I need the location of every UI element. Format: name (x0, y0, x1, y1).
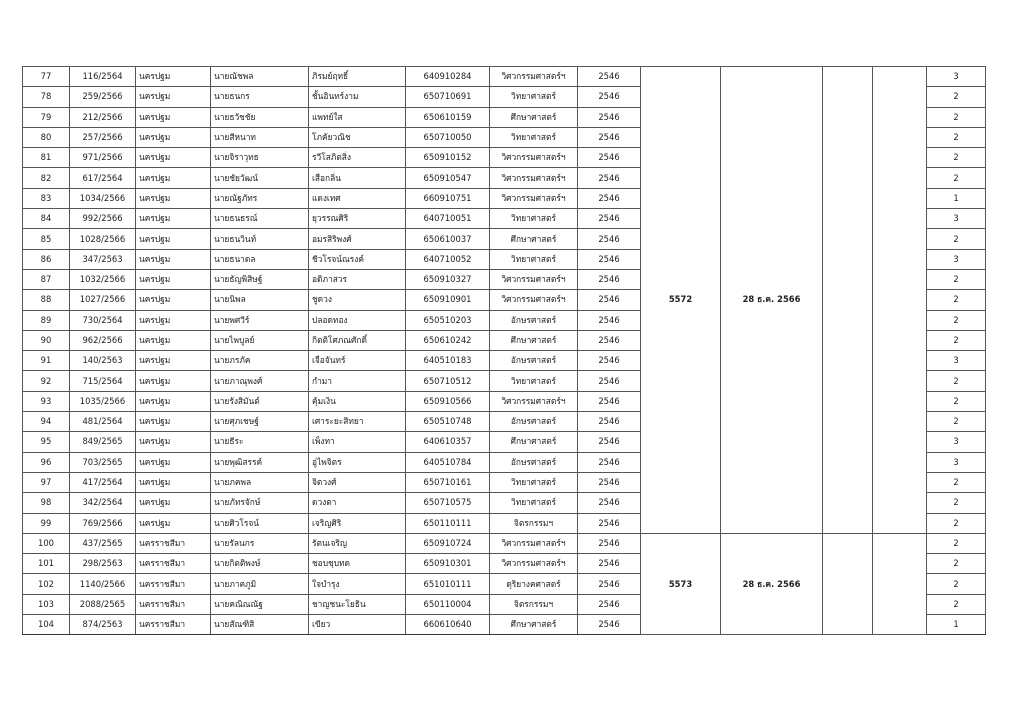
faculty-cell: วิศวกรรมศาสตร์ฯ (490, 188, 578, 208)
row-number-cell: 102 (23, 574, 70, 594)
student-id-cell: 650710575 (406, 493, 490, 513)
birth-year-cell: 2546 (578, 594, 641, 614)
group-date-cell: 28 ธ.ค. 2566 (721, 67, 823, 534)
birth-year-cell: 2546 (578, 330, 641, 350)
first-name-cell: นายสัณฑิสิ (211, 615, 309, 635)
last-name-cell: แพทย์ใส (309, 107, 406, 127)
record-id-cell: 1034/2566 (70, 188, 136, 208)
count-cell: 3 (927, 432, 986, 452)
province-cell: นครปฐม (136, 127, 211, 147)
student-id-cell: 660610640 (406, 615, 490, 635)
faculty-cell: วิศวกรรมศาสตร์ฯ (490, 554, 578, 574)
last-name-cell: ดวงตา (309, 493, 406, 513)
province-cell: นครปฐม (136, 452, 211, 472)
first-name-cell: นายณัชพล (211, 67, 309, 87)
last-name-cell: เศาระยะสิทยา (309, 412, 406, 432)
province-cell: นครปฐม (136, 310, 211, 330)
count-cell: 3 (927, 209, 986, 229)
row-number-cell: 93 (23, 391, 70, 411)
row-number-cell: 77 (23, 67, 70, 87)
student-id-cell: 650610159 (406, 107, 490, 127)
student-id-cell: 650910566 (406, 391, 490, 411)
row-number-cell: 83 (23, 188, 70, 208)
province-cell: นครปฐม (136, 148, 211, 168)
record-id-cell: 962/2566 (70, 330, 136, 350)
row-number-cell: 86 (23, 249, 70, 269)
province-cell: นครราชสีมา (136, 533, 211, 553)
birth-year-cell: 2546 (578, 452, 641, 472)
last-name-cell: รัตนเจริญ (309, 533, 406, 553)
student-id-cell: 650110004 (406, 594, 490, 614)
count-cell: 2 (927, 269, 986, 289)
group-date-cell: 28 ธ.ค. 2566 (721, 533, 823, 634)
faculty-cell: อักษรศาสตร์ (490, 412, 578, 432)
last-name-cell: ชูดวง (309, 290, 406, 310)
faculty-cell: วิทยาศาสตร์ (490, 209, 578, 229)
row-number-cell: 91 (23, 351, 70, 371)
faculty-cell: วิทยาศาสตร์ (490, 472, 578, 492)
row-number-cell: 78 (23, 87, 70, 107)
faculty-cell: วิทยาศาสตร์ (490, 87, 578, 107)
first-name-cell: นายธนกร (211, 87, 309, 107)
last-name-cell: ชั้นอินทร์งาม (309, 87, 406, 107)
first-name-cell: นายธนวินท์ (211, 229, 309, 249)
last-name-cell: คุ้มเงิน (309, 391, 406, 411)
birth-year-cell: 2546 (578, 554, 641, 574)
first-name-cell: นายคณิณณัฐ (211, 594, 309, 614)
province-cell: นครปฐม (136, 391, 211, 411)
record-id-cell: 437/2565 (70, 533, 136, 553)
student-id-cell: 650610242 (406, 330, 490, 350)
birth-year-cell: 2546 (578, 533, 641, 553)
birth-year-cell: 2546 (578, 168, 641, 188)
first-name-cell: นายรัลนกร (211, 533, 309, 553)
last-name-cell: โภคัยวณิช (309, 127, 406, 147)
faculty-cell: ศึกษาศาสตร์ (490, 432, 578, 452)
count-cell: 3 (927, 452, 986, 472)
count-cell: 2 (927, 472, 986, 492)
birth-year-cell: 2546 (578, 493, 641, 513)
record-id-cell: 1027/2566 (70, 290, 136, 310)
faculty-cell: จิตรกรรมฯ (490, 513, 578, 533)
faculty-cell: อักษรศาสตร์ (490, 452, 578, 472)
student-id-cell: 640610357 (406, 432, 490, 452)
record-id-cell: 617/2564 (70, 168, 136, 188)
count-cell: 3 (927, 351, 986, 371)
last-name-cell: เสือกลิ่น (309, 168, 406, 188)
student-id-cell: 651010111 (406, 574, 490, 594)
last-name-cell: ชอบชุบทด (309, 554, 406, 574)
record-id-cell: 1028/2566 (70, 229, 136, 249)
first-name-cell: นายณัฐภัทร (211, 188, 309, 208)
last-name-cell: แดงเทศ (309, 188, 406, 208)
last-name-cell: อดิภาสวร (309, 269, 406, 289)
first-name-cell: นายพศวีร์ (211, 310, 309, 330)
faculty-cell: วิทยาศาสตร์ (490, 371, 578, 391)
table-row (23, 67, 986, 87)
birth-year-cell: 2546 (578, 67, 641, 87)
birth-year-cell: 2546 (578, 290, 641, 310)
last-name-cell: กำมา (309, 371, 406, 391)
first-name-cell: นายพุฒิสรรค์ (211, 452, 309, 472)
last-name-cell: ชีวโรจน์ณรงค์ (309, 249, 406, 269)
record-id-cell: 2088/2565 (70, 594, 136, 614)
last-name-cell: เขียว (309, 615, 406, 635)
student-id-cell: 650910301 (406, 554, 490, 574)
group-code-cell: 5573 (641, 533, 721, 634)
row-number-cell: 97 (23, 472, 70, 492)
count-cell: 2 (927, 391, 986, 411)
faculty-cell: จิตรกรรมฯ (490, 594, 578, 614)
province-cell: นครปฐม (136, 209, 211, 229)
faculty-cell: วิทยาศาสตร์ (490, 493, 578, 513)
count-cell: 2 (927, 594, 986, 614)
record-id-cell: 212/2566 (70, 107, 136, 127)
count-cell: 2 (927, 513, 986, 533)
row-number-cell: 80 (23, 127, 70, 147)
faculty-cell: วิศวกรรมศาสตร์ฯ (490, 67, 578, 87)
province-cell: นครราชสีมา (136, 615, 211, 635)
record-id-cell: 116/2564 (70, 67, 136, 87)
row-number-cell: 103 (23, 594, 70, 614)
birth-year-cell: 2546 (578, 148, 641, 168)
student-id-cell: 650610037 (406, 229, 490, 249)
province-cell: นครราชสีมา (136, 554, 211, 574)
student-id-cell: 660910751 (406, 188, 490, 208)
faculty-cell: วิทยาศาสตร์ (490, 127, 578, 147)
record-id-cell: 703/2565 (70, 452, 136, 472)
student-id-cell: 650710691 (406, 87, 490, 107)
first-name-cell: นายธวัชชัย (211, 107, 309, 127)
record-id-cell: 259/2566 (70, 87, 136, 107)
province-cell: นครปฐม (136, 229, 211, 249)
record-id-cell: 715/2564 (70, 371, 136, 391)
count-cell: 2 (927, 229, 986, 249)
birth-year-cell: 2546 (578, 371, 641, 391)
student-id-cell: 650710050 (406, 127, 490, 147)
row-number-cell: 87 (23, 269, 70, 289)
last-name-cell: จิตวงศ์ (309, 472, 406, 492)
count-cell: 2 (927, 574, 986, 594)
first-name-cell: นายภคพล (211, 472, 309, 492)
row-number-cell: 95 (23, 432, 70, 452)
faculty-cell: ดุริยางคศาสตร์ (490, 574, 578, 594)
student-id-cell: 640710052 (406, 249, 490, 269)
count-cell: 2 (927, 127, 986, 147)
record-id-cell: 257/2566 (70, 127, 136, 147)
first-name-cell: นายรังสิมันต์ (211, 391, 309, 411)
record-id-cell: 1140/2566 (70, 574, 136, 594)
record-id-cell: 971/2566 (70, 148, 136, 168)
count-cell: 2 (927, 330, 986, 350)
last-name-cell: กิตติโศภณศักดิ์ (309, 330, 406, 350)
student-id-cell: 650510748 (406, 412, 490, 432)
birth-year-cell: 2546 (578, 87, 641, 107)
student-id-cell: 650910547 (406, 168, 490, 188)
faculty-cell: ศึกษาศาสตร์ (490, 107, 578, 127)
faculty-cell: วิศวกรรมศาสตร์ฯ (490, 148, 578, 168)
birth-year-cell: 2546 (578, 432, 641, 452)
province-cell: นครปฐม (136, 168, 211, 188)
province-cell: นครปฐม (136, 351, 211, 371)
last-name-cell: ยุวรรณศิริ (309, 209, 406, 229)
faculty-cell: อักษรศาสตร์ (490, 310, 578, 330)
first-name-cell: นายภาคภูมิ (211, 574, 309, 594)
count-cell: 2 (927, 493, 986, 513)
count-cell: 2 (927, 371, 986, 391)
last-name-cell: อมรสิริพงศ์ (309, 229, 406, 249)
province-cell: นครปฐม (136, 67, 211, 87)
last-name-cell: ชาญชนะโยธิน (309, 594, 406, 614)
faculty-cell: วิศวกรรมศาสตร์ฯ (490, 290, 578, 310)
count-cell: 2 (927, 168, 986, 188)
birth-year-cell: 2546 (578, 513, 641, 533)
student-id-cell: 650510203 (406, 310, 490, 330)
faculty-cell: ศึกษาศาสตร์ (490, 330, 578, 350)
record-id-cell: 481/2564 (70, 412, 136, 432)
last-name-cell: รวีโสภิตสิ่ง (309, 148, 406, 168)
group-code-cell: 5572 (641, 67, 721, 534)
first-name-cell: นายกิตติพงษ์ (211, 554, 309, 574)
province-cell: นครราชสีมา (136, 574, 211, 594)
birth-year-cell: 2546 (578, 574, 641, 594)
faculty-cell: วิศวกรรมศาสตร์ฯ (490, 391, 578, 411)
first-name-cell: นายภัทรจักษ์ (211, 493, 309, 513)
student-id-cell: 650710512 (406, 371, 490, 391)
province-cell: นครปฐม (136, 290, 211, 310)
row-number-cell: 100 (23, 533, 70, 553)
row-number-cell: 99 (23, 513, 70, 533)
row-number-cell: 81 (23, 148, 70, 168)
record-id-cell: 769/2566 (70, 513, 136, 533)
province-cell: นครปฐม (136, 432, 211, 452)
count-cell: 2 (927, 290, 986, 310)
faculty-cell: วิศวกรรมศาสตร์ฯ (490, 168, 578, 188)
count-cell: 2 (927, 412, 986, 432)
faculty-cell: ศึกษาศาสตร์ (490, 615, 578, 635)
province-cell: นครปฐม (136, 330, 211, 350)
record-table (22, 66, 986, 635)
record-id-cell: 347/2563 (70, 249, 136, 269)
count-cell: 1 (927, 615, 986, 635)
count-cell: 2 (927, 533, 986, 553)
birth-year-cell: 2546 (578, 310, 641, 330)
birth-year-cell: 2546 (578, 472, 641, 492)
first-name-cell: นายธนธรณ์ (211, 209, 309, 229)
last-name-cell: เพ็งทา (309, 432, 406, 452)
record-id-cell: 417/2564 (70, 472, 136, 492)
count-cell: 2 (927, 554, 986, 574)
first-name-cell: นายศุภเชษฐ์ (211, 412, 309, 432)
count-cell: 1 (927, 188, 986, 208)
empty-cell-a (823, 67, 873, 534)
count-cell: 2 (927, 148, 986, 168)
last-name-cell: ปลอดทอง (309, 310, 406, 330)
first-name-cell: นายสีหนาท (211, 127, 309, 147)
row-number-cell: 94 (23, 412, 70, 432)
first-name-cell: นายจิราวุทธ (211, 148, 309, 168)
record-id-cell: 1032/2566 (70, 269, 136, 289)
last-name-cell: อู่ไพจิตร (309, 452, 406, 472)
first-name-cell: นายธนาดล (211, 249, 309, 269)
row-number-cell: 92 (23, 371, 70, 391)
row-number-cell: 96 (23, 452, 70, 472)
row-number-cell: 90 (23, 330, 70, 350)
row-number-cell: 79 (23, 107, 70, 127)
record-id-cell: 342/2564 (70, 493, 136, 513)
faculty-cell: วิศวกรรมศาสตร์ฯ (490, 533, 578, 553)
province-cell: นครราชสีมา (136, 594, 211, 614)
count-cell: 2 (927, 107, 986, 127)
row-number-cell: 84 (23, 209, 70, 229)
student-id-cell: 650910724 (406, 533, 490, 553)
province-cell: นครปฐม (136, 87, 211, 107)
empty-cell-a (823, 533, 873, 634)
row-number-cell: 82 (23, 168, 70, 188)
province-cell: นครปฐม (136, 107, 211, 127)
count-cell: 2 (927, 87, 986, 107)
student-id-cell: 640910284 (406, 67, 490, 87)
birth-year-cell: 2546 (578, 391, 641, 411)
student-id-cell: 640710051 (406, 209, 490, 229)
first-name-cell: นายนิพล (211, 290, 309, 310)
province-cell: นครปฐม (136, 249, 211, 269)
student-id-cell: 640510784 (406, 452, 490, 472)
first-name-cell: นายธีระ (211, 432, 309, 452)
empty-cell-b (873, 533, 927, 634)
province-cell: นครปฐม (136, 472, 211, 492)
province-cell: นครปฐม (136, 188, 211, 208)
faculty-cell: วิทยาศาสตร์ (490, 249, 578, 269)
faculty-cell: ศึกษาศาสตร์ (490, 229, 578, 249)
birth-year-cell: 2546 (578, 615, 641, 635)
row-number-cell: 89 (23, 310, 70, 330)
birth-year-cell: 2546 (578, 229, 641, 249)
row-number-cell: 104 (23, 615, 70, 635)
birth-year-cell: 2546 (578, 269, 641, 289)
row-number-cell: 101 (23, 554, 70, 574)
record-id-cell: 140/2563 (70, 351, 136, 371)
count-cell: 3 (927, 249, 986, 269)
record-id-cell: 1035/2566 (70, 391, 136, 411)
first-name-cell: นายธัญพิสิษฐ์ (211, 269, 309, 289)
birth-year-cell: 2546 (578, 209, 641, 229)
empty-cell-b (873, 67, 927, 534)
province-cell: นครปฐม (136, 513, 211, 533)
table-body (23, 67, 986, 635)
record-id-cell: 298/2563 (70, 554, 136, 574)
record-id-cell: 849/2565 (70, 432, 136, 452)
faculty-cell: อักษรศาสตร์ (490, 351, 578, 371)
student-id-cell: 650110111 (406, 513, 490, 533)
student-id-cell: 650710161 (406, 472, 490, 492)
row-number-cell: 85 (23, 229, 70, 249)
student-id-cell: 650910901 (406, 290, 490, 310)
row-number-cell: 88 (23, 290, 70, 310)
first-name-cell: นายชัยวัฒน์ (211, 168, 309, 188)
birth-year-cell: 2546 (578, 351, 641, 371)
student-id-cell: 650910327 (406, 269, 490, 289)
record-id-cell: 992/2566 (70, 209, 136, 229)
province-cell: นครปฐม (136, 269, 211, 289)
first-name-cell: นายภรภัค (211, 351, 309, 371)
row-number-cell: 98 (23, 493, 70, 513)
first-name-cell: นายภาณุพงศ์ (211, 371, 309, 391)
count-cell: 3 (927, 67, 986, 87)
faculty-cell: วิศวกรรมศาสตร์ฯ (490, 269, 578, 289)
birth-year-cell: 2546 (578, 127, 641, 147)
student-id-cell: 650910152 (406, 148, 490, 168)
first-name-cell: นายไพบูลย์ (211, 330, 309, 350)
birth-year-cell: 2546 (578, 412, 641, 432)
record-id-cell: 730/2564 (70, 310, 136, 330)
last-name-cell: เจริญศิริ (309, 513, 406, 533)
table-row (23, 533, 986, 553)
last-name-cell: เจือจันทร์ (309, 351, 406, 371)
student-id-cell: 640510183 (406, 351, 490, 371)
birth-year-cell: 2546 (578, 107, 641, 127)
first-name-cell: นายศิวโรจน์ (211, 513, 309, 533)
province-cell: นครปฐม (136, 493, 211, 513)
count-cell: 2 (927, 310, 986, 330)
last-name-cell: ภิรมย์ฤทธิ์ (309, 67, 406, 87)
birth-year-cell: 2546 (578, 249, 641, 269)
last-name-cell: ใจบำรุง (309, 574, 406, 594)
province-cell: นครปฐม (136, 412, 211, 432)
province-cell: นครปฐม (136, 371, 211, 391)
record-id-cell: 874/2563 (70, 615, 136, 635)
birth-year-cell: 2546 (578, 188, 641, 208)
